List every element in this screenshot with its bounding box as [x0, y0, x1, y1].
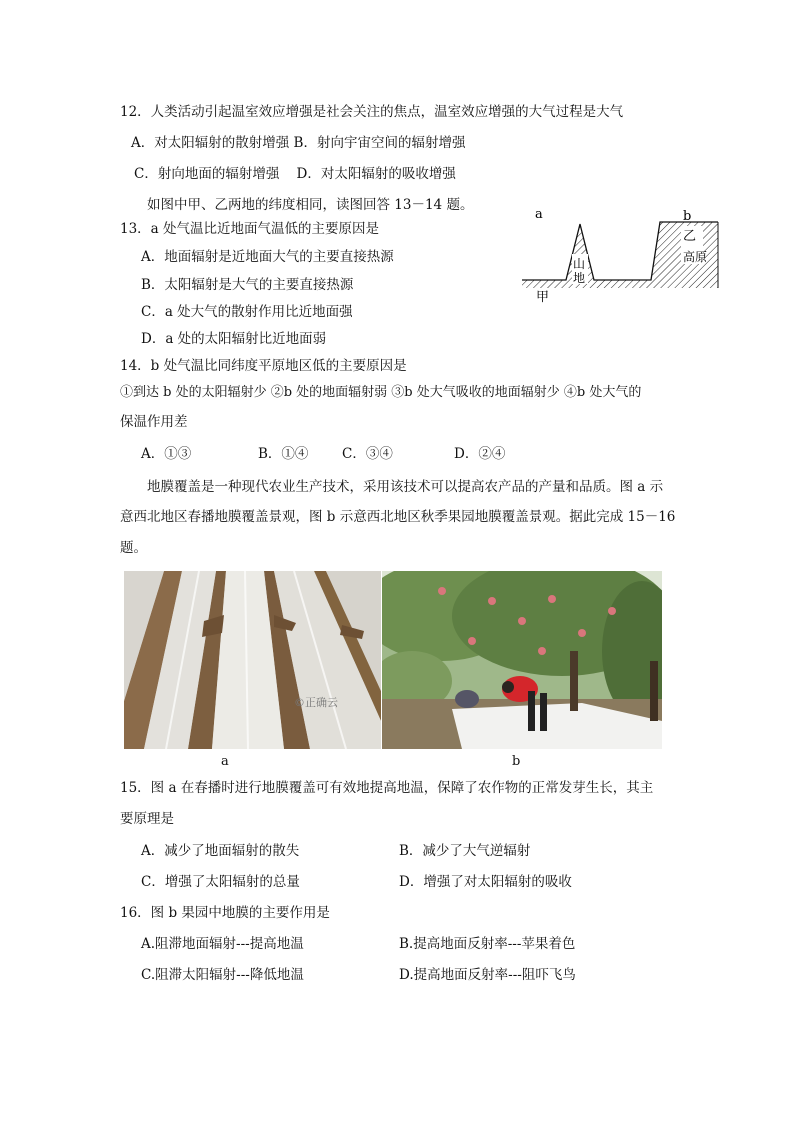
- photo-a-watermark: ©正确云: [294, 696, 338, 709]
- photo-b-caption: b: [512, 754, 521, 769]
- q14-stem: 14．b 处气温比同纬度平原地区低的主要原因是: [120, 358, 407, 374]
- q15-option-a: A．减少了地面辐射的散失: [141, 843, 300, 859]
- intro-15-16-line1: 地膜覆盖是一种现代农业生产技术，采用该技术可以提高农产品的产量和品质。图 a 示: [147, 479, 664, 495]
- label-plateau: 高原: [683, 250, 708, 264]
- q14-option-c: C．③④: [342, 446, 393, 462]
- label-mountain-1: 山: [573, 257, 586, 271]
- photo-a-film-field: [124, 571, 381, 749]
- photo-b-orchard: [382, 571, 662, 749]
- q13-stem: 13．a 处气温比近地面气温低的主要原因是: [120, 221, 380, 237]
- q14-option-a: A．①③: [141, 446, 192, 462]
- photo-a-svg: [124, 571, 381, 749]
- q15-stem-line1: 15．图 a 在春播时进行地膜覆盖可有效地提高地温，保障了农作物的正常发芽生长，其主: [120, 780, 654, 796]
- q12-options-ab: A．对太阳辐射的散射增强 B．射向宇宙空间的辐射增强: [131, 135, 466, 151]
- q13-option-a: A．地面辐射是近地面大气的主要直接热源: [141, 249, 394, 265]
- terrain-diagram: [518, 204, 723, 304]
- q13-option-b: B．太阳辐射是大气的主要直接热源: [141, 277, 354, 293]
- q12-stem: 12．人类活动引起温室效应增强是社会关注的焦点，温室效应增强的大气过程是大气: [120, 104, 624, 120]
- q12-options-cd: C．射向地面的辐射增强 D．对太阳辐射的吸收增强: [134, 166, 456, 182]
- q15-option-b: B．减少了大气逆辐射: [399, 843, 531, 859]
- label-mountain-2: 地: [573, 271, 586, 285]
- intro-15-16-line3: 题。: [120, 540, 147, 556]
- label-jia: 甲: [536, 290, 550, 304]
- q16-option-b: B.提高地面反射率---苹果着色: [399, 936, 576, 952]
- photo-b-svg: [382, 571, 662, 749]
- q16-stem: 16．图 b 果园中地膜的主要作用是: [120, 905, 330, 921]
- q16-option-c: C.阻滞太阳辐射---降低地温: [141, 967, 304, 983]
- q15-stem-line2: 要原理是: [120, 811, 174, 827]
- intro-13-14: 如图中甲、乙两地的纬度相同，读图回答 13－14 题。: [147, 197, 474, 213]
- q14-option-b: B．①④: [258, 446, 309, 462]
- q16-option-d: D.提高地面反射率---阻吓飞鸟: [399, 967, 576, 983]
- label-yi: 乙: [683, 229, 697, 244]
- q15-option-c: C．增强了太阳辐射的总量: [141, 874, 300, 890]
- q16-option-a: A.阻滞地面辐射---提高地温: [141, 936, 304, 952]
- q15-option-d: D．增强了对太阳辐射的吸收: [399, 874, 572, 890]
- q14-line1: ①到达 b 处的太阳辐射少 ②b 处的地面辐射弱 ③b 处大气吸收的地面辐射少 ④b 处大气的: [120, 385, 642, 400]
- intro-15-16-line2: 意西北地区春播地膜覆盖景观，图 b 示意西北地区秋季果园地膜覆盖景观。据此完成 15－16: [120, 509, 676, 525]
- photo-a-caption: a: [221, 754, 229, 769]
- q14-option-d: D．②④: [454, 446, 506, 462]
- terrain-svg: [518, 204, 723, 304]
- q14-line2: 保温作用差: [120, 414, 188, 430]
- label-a: a: [535, 207, 543, 222]
- q13-option-d: D．a 处的太阳辐射比近地面弱: [141, 331, 327, 347]
- q13-option-c: C．a 处大气的散射作用比近地面强: [141, 304, 353, 320]
- label-b: b: [683, 209, 692, 224]
